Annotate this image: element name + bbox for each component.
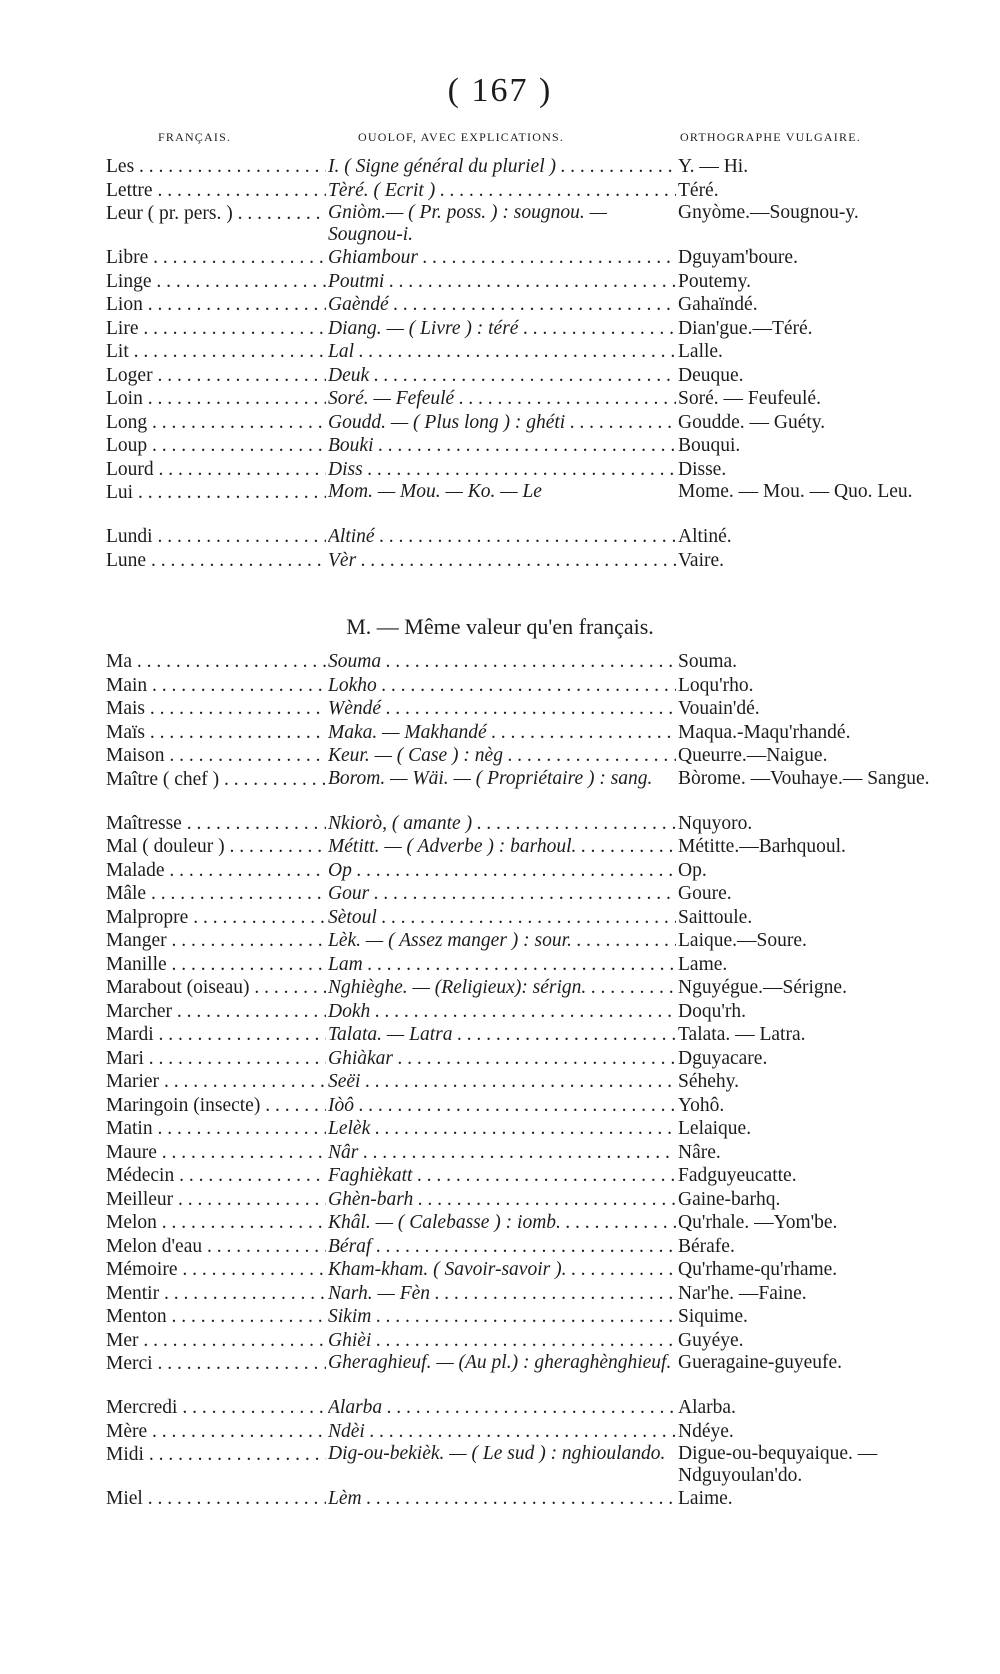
wolof-translation: Deuk . . .: [328, 364, 676, 388]
vulgar-orthography: Fadguyeucatte.: [678, 1165, 797, 1186]
french-word: Mémoire . . .: [106, 1258, 326, 1282]
french-word: Maure . . .: [106, 1141, 326, 1165]
vulgar-orthography: Qu'rhame-qu'rhame.: [678, 1259, 838, 1280]
wolof-translation: Soré. — Fefeulé . . .: [328, 387, 676, 411]
dictionary-entry: [0, 1305, 1000, 1329]
vulgar-orthography: Qu'rhale. —Yom'be.: [678, 1212, 838, 1233]
wolof-translation: Faghièkatt . . .: [328, 1164, 676, 1188]
french-word: Meilleur . . .: [106, 1188, 326, 1212]
dictionary-entry: [0, 179, 1000, 203]
vulgar-orthography: Dguyacare.: [678, 1047, 768, 1069]
vulgar-orthography: Mome. — Mou. — Quo. Leu.: [678, 481, 913, 502]
header-wolof: OUOLOF, AVEC EXPLICATIONS.: [358, 130, 565, 144]
wolof-translation: Lèk. — ( Assez manger ) : sour. . . .: [328, 929, 676, 953]
wolof-translation: Dig-ou-bekièk. — ( Le sud ) : nghioulando.: [328, 1443, 666, 1464]
vulgar-orthography: Gueragaine-guyeufe.: [678, 1352, 843, 1373]
dictionary-entry: [0, 1070, 1000, 1094]
wolof-translation: Nâr . . .: [328, 1141, 676, 1165]
wolof-translation: Lelèk . . .: [328, 1117, 676, 1141]
vulgar-orthography: Deuque.: [678, 364, 744, 386]
vulgar-orthography: Maqua.-Maqu'rhandé.: [678, 721, 851, 743]
vulgar-orthography: Nquyoro.: [678, 812, 753, 834]
dictionary-entry: [0, 1094, 1000, 1118]
dictionary-entry: [0, 246, 1000, 270]
wolof-translation: Sètoul . . .: [328, 906, 676, 930]
vulgar-orthography: Queurre.—Naigue.: [678, 745, 828, 766]
french-word: Melon . . .: [106, 1211, 326, 1235]
wolof-translation: Vèr . . .: [328, 549, 676, 573]
entries-m: [0, 650, 1000, 1511]
wolof-translation: Sikim . . .: [328, 1305, 676, 1329]
header-french: FRANÇAIS.: [158, 130, 232, 144]
dictionary-entry: [0, 270, 1000, 294]
dictionary-entry: [0, 549, 1000, 573]
vulgar-orthography: Goudde. — Guéty.: [678, 411, 826, 433]
wolof-translation: Diang. — ( Livre ) : téré . . .: [328, 317, 676, 341]
dictionary-entry: [0, 155, 1000, 179]
french-word: Mal ( douleur ) . . .: [106, 835, 326, 859]
dictionary-entry: [0, 1329, 1000, 1353]
entries-l: [0, 155, 1000, 572]
dictionary-entry: [0, 1047, 1000, 1071]
vulgar-orthography: Digue-ou-bequyaique. —Ndguyoulan'do.: [678, 1443, 878, 1486]
french-word: Mâle . . .: [106, 882, 326, 906]
french-word: Long . . .: [106, 411, 326, 435]
french-word: Main . . .: [106, 674, 326, 698]
vulgar-orthography: Soré. — Feufeulé.: [678, 388, 821, 409]
dictionary-entry: [0, 835, 1000, 859]
wolof-translation: Poutmi . . .: [328, 270, 676, 294]
wolof-translation: Keur. — ( Case ) : nèg . . .: [328, 744, 676, 768]
dictionary-entry: [0, 906, 1000, 930]
french-word: Maïs . . .: [106, 721, 326, 745]
wolof-translation: Nkiorò, ( amante ) . . .: [328, 812, 676, 836]
vulgar-orthography: Disse.: [678, 458, 727, 480]
dictionary-entry: [0, 340, 1000, 364]
dictionary-entry: [0, 525, 1000, 549]
wolof-translation: Ghèn-barh . . .: [328, 1188, 676, 1212]
vulgar-orthography: Y. — Hi.: [678, 156, 749, 177]
vulgar-orthography: Goure.: [678, 883, 732, 904]
wolof-translation: Ghiàkar . . .: [328, 1047, 676, 1071]
column-headers: [0, 130, 1000, 150]
french-word: Libre . . .: [106, 246, 326, 270]
dictionary-entry: [0, 929, 1000, 953]
vulgar-orthography: Lalle.: [678, 341, 723, 362]
wolof-translation: Iòô . . .: [328, 1094, 676, 1118]
french-word: Mentir . . .: [106, 1282, 326, 1306]
wolof-translation: Ghièi . . .: [328, 1329, 676, 1353]
section-heading-m: M. — Même valeur qu'en français.: [346, 614, 654, 639]
vulgar-orthography: Lame.: [678, 953, 728, 975]
french-word: Médecin . . .: [106, 1164, 326, 1188]
wolof-translation: Ndèi . . .: [328, 1420, 676, 1444]
vulgar-orthography: Poutemy.: [678, 270, 751, 292]
dictionary-entry: [0, 768, 1000, 812]
dictionary-entry: [0, 859, 1000, 883]
dictionary-entry: [0, 1164, 1000, 1188]
wolof-translation: Kham-kham. ( Savoir-savoir ). . . .: [328, 1258, 676, 1282]
header-orthography: ORTHOGRAPHE VULGAIRE.: [680, 130, 861, 144]
vulgar-orthography: Nguyégue.—Sérigne.: [678, 977, 847, 998]
dictionary-entry: [0, 1258, 1000, 1282]
french-word: Lettre . . .: [106, 179, 326, 203]
wolof-translation: Dokh . . .: [328, 1000, 676, 1024]
wolof-translation: Alarba . . .: [328, 1396, 676, 1420]
french-word: Lui . . .: [106, 481, 326, 505]
french-word: Melon d'eau . . .: [106, 1235, 326, 1259]
wolof-translation: Op . . .: [328, 859, 676, 883]
wolof-translation: Métitt. — ( Adverbe ) : barhoul. . . .: [328, 835, 676, 859]
dictionary-entry: [0, 202, 1000, 246]
french-word: Marcher . . .: [106, 1000, 326, 1024]
dictionary-entry: [0, 458, 1000, 482]
vulgar-orthography: Yohô.: [678, 1094, 725, 1116]
wolof-translation: Goudd. — ( Plus long ) : ghéti . . .: [328, 411, 676, 435]
vulgar-orthography: Op.: [678, 859, 707, 881]
french-word: Malpropre . . .: [106, 906, 326, 930]
french-word: Maîtresse . . .: [106, 812, 326, 836]
wolof-translation: Talata. — Latra . . .: [328, 1023, 676, 1047]
french-word: Mari . . .: [106, 1047, 326, 1071]
french-word: Linge . . .: [106, 270, 326, 294]
dictionary-entry: [0, 721, 1000, 745]
french-word: Matin . . .: [106, 1117, 326, 1141]
french-word: Marier . . .: [106, 1070, 326, 1094]
dictionary-entry: [0, 812, 1000, 836]
vulgar-orthography: Séhehy.: [678, 1071, 740, 1092]
vulgar-orthography: Guyéye.: [678, 1329, 744, 1351]
vulgar-orthography: Gnyòme.—Sougnou-y.: [678, 202, 859, 223]
wolof-translation: Bouki . . .: [328, 434, 676, 458]
french-word: Leur ( pr. pers. ) . . .: [106, 202, 326, 226]
wolof-translation: Maka. — Makhandé . . .: [328, 721, 676, 745]
vulgar-orthography: Siquime.: [678, 1306, 748, 1327]
dictionary-entry: [0, 1420, 1000, 1444]
french-word: Lourd . . .: [106, 458, 326, 482]
page-number: ( 167 ): [447, 72, 553, 109]
french-word: Lit . . .: [106, 340, 326, 364]
vulgar-orthography: Bérafe.: [678, 1235, 735, 1257]
dictionary-entry: [0, 1117, 1000, 1141]
wolof-translation: Souma . . .: [328, 650, 676, 674]
french-word: Manille . . .: [106, 953, 326, 977]
vulgar-orthography: Bòrome. —Vouhaye.— Sangue.: [678, 767, 930, 789]
vulgar-orthography: Laime.: [678, 1488, 733, 1509]
dictionary-entry: [0, 1282, 1000, 1306]
dictionary-entry: [0, 481, 1000, 525]
vulgar-orthography: Vaire.: [678, 549, 725, 571]
dictionary-entry: [0, 1000, 1000, 1024]
french-word: Lion . . .: [106, 293, 326, 317]
vulgar-orthography: Alarba.: [678, 1397, 736, 1418]
vulgar-orthography: Gaine-barhq.: [678, 1188, 781, 1210]
french-word: Midi . . .: [106, 1443, 326, 1467]
french-word: Lire . . .: [106, 317, 326, 341]
dictionary-entry: [0, 364, 1000, 388]
dictionary-entry: [0, 434, 1000, 458]
wolof-translation: Gheraghieuf. — (Au pl.) : gheraghènghieuf.: [328, 1352, 672, 1373]
vulgar-orthography: Lelaique.: [678, 1118, 752, 1139]
french-word: Loup . . .: [106, 434, 326, 458]
dictionary-entry: [0, 1023, 1000, 1047]
wolof-translation: Borom. — Wäi. — ( Propriétaire ) : sang.: [328, 767, 653, 789]
vulgar-orthography: Nar'he. —Faine.: [678, 1282, 807, 1304]
wolof-translation: Altiné . . .: [328, 525, 676, 549]
vulgar-orthography: Souma.: [678, 651, 738, 672]
wolof-translation: Gaèndé . . .: [328, 293, 676, 317]
dictionary-entry: [0, 953, 1000, 977]
french-word: Manger . . .: [106, 929, 326, 953]
wolof-translation: Lèm . . .: [328, 1487, 676, 1511]
french-word: Lune . . .: [106, 549, 326, 573]
vulgar-orthography: Doqu'rh.: [678, 1000, 746, 1022]
dictionary-entry: [0, 1443, 1000, 1487]
vulgar-orthography: Loqu'rho.: [678, 674, 754, 696]
wolof-translation: Gour . . .: [328, 882, 676, 906]
dictionary-entry: [0, 882, 1000, 906]
vulgar-orthography: Ndéye.: [678, 1420, 734, 1442]
french-word: Merci . . .: [106, 1352, 326, 1376]
vulgar-orthography: Nâre.: [678, 1141, 721, 1163]
dictionary-entry: [0, 1235, 1000, 1259]
vulgar-orthography: Altiné.: [678, 526, 732, 547]
vulgar-orthography: Laique.—Soure.: [678, 930, 807, 951]
dictionary-entry: [0, 1188, 1000, 1212]
wolof-translation: Ghiambour . . .: [328, 246, 676, 270]
french-word: Lundi . . .: [106, 525, 326, 549]
french-word: Maison . . .: [106, 744, 326, 768]
wolof-translation: Béraf . . .: [328, 1235, 676, 1259]
dictionary-entry: [0, 1487, 1000, 1511]
dictionary-entry: [0, 744, 1000, 768]
wolof-translation: Nghièghe. — (Religieux): sérign. . . .: [328, 976, 676, 1000]
wolof-translation: Lam . . .: [328, 953, 676, 977]
dictionary-entry: [0, 674, 1000, 698]
french-word: Loin . . .: [106, 387, 326, 411]
french-word: Ma . . .: [106, 650, 326, 674]
vulgar-orthography: Dian'gue.—Téré.: [678, 317, 813, 339]
vulgar-orthography: Métitte.—Barhquoul.: [678, 836, 846, 857]
french-word: Mère . . .: [106, 1420, 326, 1444]
wolof-translation: Mom. — Mou. — Ko. — Le: [328, 481, 542, 502]
wolof-translation: I. ( Signe général du pluriel ) . . .: [328, 155, 676, 179]
wolof-translation: Narh. — Fèn . . .: [328, 1282, 676, 1306]
dictionary-entry: [0, 1352, 1000, 1396]
dictionary-entry: [0, 1141, 1000, 1165]
wolof-translation: Seëi . . .: [328, 1070, 676, 1094]
dictionary-entry: [0, 1396, 1000, 1420]
wolof-translation: Wèndé . . .: [328, 697, 676, 721]
vulgar-orthography: Gahaïndé.: [678, 294, 758, 315]
french-word: Malade . . .: [106, 859, 326, 883]
vulgar-orthography: Bouqui.: [678, 435, 741, 456]
french-word: Menton . . .: [106, 1305, 326, 1329]
wolof-translation: Diss . . .: [328, 458, 676, 482]
wolof-translation: Lokho . . .: [328, 674, 676, 698]
wolof-translation: Gniòm.— ( Pr. poss. ) : sougnou. — Sougnou-i.: [328, 202, 607, 245]
dictionary-entry: [0, 317, 1000, 341]
dictionary-entry: [0, 293, 1000, 317]
dictionary-entry: [0, 697, 1000, 721]
french-word: Marabout (oiseau) . . .: [106, 976, 326, 1000]
vulgar-orthography: Dguyam'boure.: [678, 247, 798, 268]
dictionary-entry: [0, 650, 1000, 674]
french-word: Miel . . .: [106, 1487, 326, 1511]
french-word: Loger . . .: [106, 364, 326, 388]
french-word: Mercredi . . .: [106, 1396, 326, 1420]
french-word: Mais . . .: [106, 697, 326, 721]
french-word: Mardi . . .: [106, 1023, 326, 1047]
french-word: Mer . . .: [106, 1329, 326, 1353]
french-word: Maringoin (insecte) . . .: [106, 1094, 326, 1118]
dictionary-entry: [0, 976, 1000, 1000]
wolof-translation: Lal . . .: [328, 340, 676, 364]
dictionary-entry: [0, 1211, 1000, 1235]
french-word: Maître ( chef ) . . .: [106, 768, 326, 792]
french-word: Les . . .: [106, 155, 326, 179]
wolof-translation: Khâl. — ( Calebasse ) : iomb. . . .: [328, 1211, 676, 1235]
vulgar-orthography: Saittoule.: [678, 906, 753, 928]
vulgar-orthography: Vouain'dé.: [678, 698, 760, 719]
dictionary-entry: [0, 387, 1000, 411]
dictionary-entry: [0, 411, 1000, 435]
vulgar-orthography: Talata. — Latra.: [678, 1024, 806, 1045]
vulgar-orthography: Téré.: [678, 179, 719, 201]
wolof-translation: Tèré. ( Ecrit ) . . .: [328, 179, 676, 203]
